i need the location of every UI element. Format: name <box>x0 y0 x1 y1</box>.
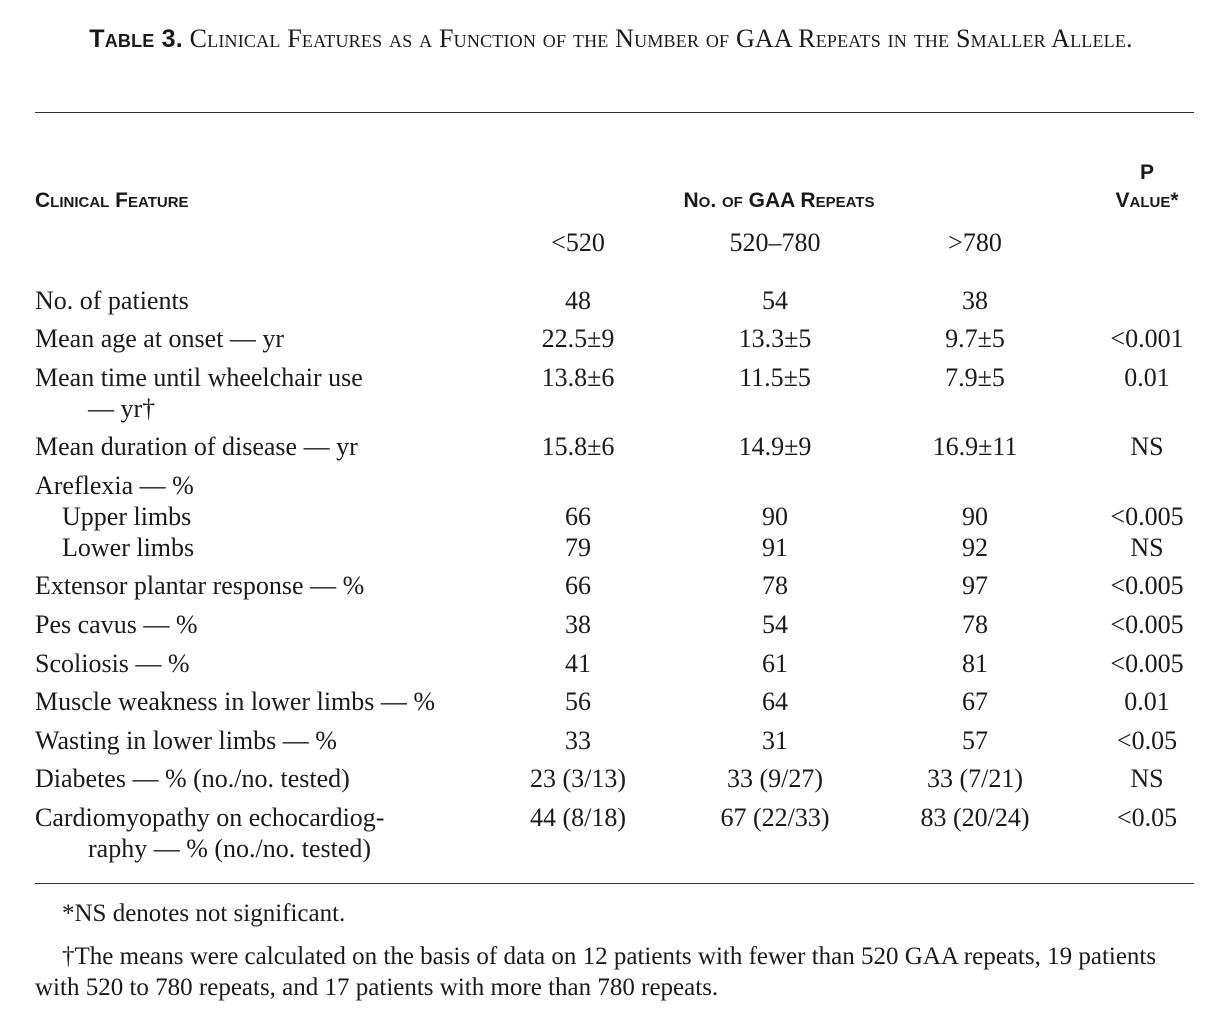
cell-lt520: 23 (3/13) <box>529 764 627 793</box>
top-rule <box>35 112 1194 113</box>
cell-lt520: 79 <box>565 533 591 562</box>
row-label: Wasting in lower limbs — % <box>35 726 337 755</box>
row-label: Areflexia — % <box>35 471 194 500</box>
cell-gt780: 57 <box>962 726 988 755</box>
header-gaa-repeats: No. of GAA Repeats <box>683 189 875 212</box>
cell-p-value: <0.005 <box>1110 571 1184 600</box>
cell-520-780: 13.3±5 <box>738 324 812 353</box>
cell-p-value: NS <box>1130 764 1164 793</box>
cell-lt520: 33 <box>565 726 591 755</box>
cell-520-780: 54 <box>762 286 788 315</box>
cell-p-value: 0.01 <box>1124 363 1170 392</box>
row-label: Diabetes — % (no./no. tested) <box>35 764 350 793</box>
row-label: Upper limbs <box>62 502 192 531</box>
cell-gt780: 78 <box>962 610 988 639</box>
cell-gt780: 7.9±5 <box>945 363 1005 392</box>
cell-lt520: 44 (8/18) <box>529 803 627 832</box>
row-label: Mean duration of disease — yr <box>35 432 358 461</box>
row-label: Mean time until wheelchair use <box>35 363 363 392</box>
cell-lt520: 66 <box>565 502 591 531</box>
cell-520-780: 61 <box>762 649 788 678</box>
cell-520-780: 78 <box>762 571 788 600</box>
cell-gt780: 90 <box>962 502 988 531</box>
row-label: Mean age at onset — yr <box>35 324 285 353</box>
cell-520-780: 14.9±9 <box>738 432 812 461</box>
cell-p-value: 0.01 <box>1124 687 1170 716</box>
cell-lt520: 13.8±6 <box>541 363 615 392</box>
cell-p-value: <0.005 <box>1110 502 1184 531</box>
cell-gt780: 33 (7/21) <box>926 764 1024 793</box>
cell-gt780: 92 <box>962 533 988 562</box>
cell-p-value: <0.005 <box>1110 649 1184 678</box>
header-p-line2: Value* <box>1115 189 1179 212</box>
cell-520-780: 64 <box>762 687 788 716</box>
cell-lt520: 56 <box>565 687 591 716</box>
row-label: No. of patients <box>35 286 189 315</box>
row-label: Cardiomyopathy on echocardiog- <box>35 803 385 832</box>
table-label: Table 3. <box>89 25 183 53</box>
cell-lt520: 22.5±9 <box>541 324 615 353</box>
cell-520-780: 31 <box>762 726 788 755</box>
cell-p-value: <0.05 <box>1116 803 1178 832</box>
cell-520-780: 91 <box>762 533 788 562</box>
cell-520-780: 33 (9/27) <box>726 764 824 793</box>
cell-lt520: 38 <box>565 610 591 639</box>
cell-p-value: <0.05 <box>1116 726 1178 755</box>
col-header-520-780: 520–780 <box>729 228 821 257</box>
cell-p-value: NS <box>1130 432 1164 461</box>
table-title: Clinical Features as a Function of the Number of GAA Repeats in the Smaller Allele. <box>189 24 1133 53</box>
cell-520-780: 11.5±5 <box>739 363 811 392</box>
table-caption <box>0 22 1222 56</box>
header-clinical-feature: Clinical Feature <box>35 189 189 212</box>
cell-gt780: 16.9±11 <box>932 432 1018 461</box>
cell-p-value: <0.001 <box>1110 324 1184 353</box>
col-header-gt780: >780 <box>948 228 1002 257</box>
header-p-line1: P <box>1139 161 1155 184</box>
col-header-lt520: <520 <box>551 228 605 257</box>
cell-gt780: 81 <box>962 649 988 678</box>
cell-p-value: <0.005 <box>1110 610 1184 639</box>
cell-gt780: 9.7±5 <box>945 324 1005 353</box>
cell-gt780: 67 <box>962 687 988 716</box>
cell-p-value: NS <box>1130 533 1164 562</box>
cell-gt780: 97 <box>962 571 988 600</box>
row-label-continued: — yr† <box>88 394 156 423</box>
cell-520-780: 67 (22/33) <box>720 803 830 832</box>
cell-lt520: 15.8±6 <box>541 432 615 461</box>
row-label: Scoliosis — % <box>35 649 190 678</box>
cell-lt520: 66 <box>565 571 591 600</box>
cell-lt520: 48 <box>565 286 591 315</box>
row-label: Lower limbs <box>62 533 195 562</box>
cell-gt780: 38 <box>962 286 988 315</box>
footnote-ns: *NS denotes not significant. <box>62 900 346 927</box>
footnote-means: †The means were calculated on the basis of data on 12 patients with fewer than 520 GAA repeats, 19 patients with 520 to 780 repeats, and 17 patients with more than 780 repeats. <box>35 943 1157 1001</box>
row-label: Pes cavus — % <box>35 610 198 639</box>
bottom-rule <box>35 883 1194 884</box>
row-label: Muscle weakness in lower limbs — % <box>35 687 436 716</box>
cell-520-780: 54 <box>762 610 788 639</box>
cell-520-780: 90 <box>762 502 788 531</box>
cell-lt520: 41 <box>565 649 591 678</box>
cell-gt780: 83 (20/24) <box>920 803 1030 832</box>
row-label: Extensor plantar response — % <box>35 571 365 600</box>
row-label-continued: raphy — % (no./no. tested) <box>88 834 372 863</box>
